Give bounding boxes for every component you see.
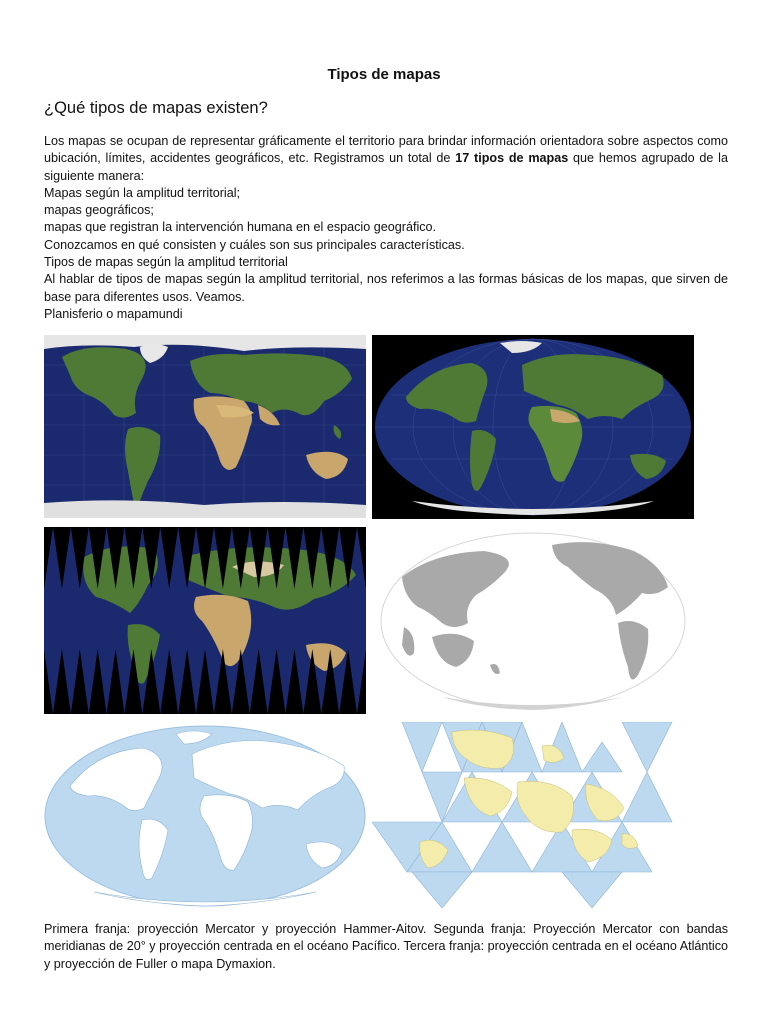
figure-caption: Primera franja: proyección Mercator y proyección Hammer-Aitov. Segunda franja: Proyección Mercator con bandas meridianas de 20° y proyección centrada en el océano Pacífico. Tercera franja: proyección centrada en el océano Atlántico y proyección de Fuller o mapa Dymaxion. bbox=[44, 922, 728, 971]
world-map-icon bbox=[372, 527, 694, 714]
world-map-icon bbox=[372, 335, 694, 519]
subheading: Planisferio o mapamundi bbox=[44, 306, 183, 321]
paragraph-2: Al hablar de tipos de mapas según la amplitud territorial, nos referimos a las formas básicas de los mapas, que sirven de base para diferentes usos. Veamos. bbox=[44, 272, 728, 304]
intro-text-1: Los mapas se ocupan de representar gráficamente el territorio para brindar información orientadora sobre aspectos como ubicación, límites, accidentes geográficos, etc. Registramos un total de bbox=[44, 134, 728, 166]
interrupted-mercator-map bbox=[44, 527, 366, 714]
pacific-centered-map bbox=[372, 527, 694, 714]
intro-bold: 17 tipos de mapas bbox=[455, 151, 569, 166]
world-map-icon bbox=[44, 527, 366, 714]
document-body bbox=[44, 133, 728, 323]
body-line: Tipos de mapas según la amplitud territorial bbox=[44, 255, 288, 270]
world-map-icon bbox=[372, 722, 694, 908]
intro-paragraph bbox=[44, 133, 728, 185]
hammer-aitov-map bbox=[372, 335, 694, 519]
body-line: mapas que registran la intervención humana en el espacio geográfico. bbox=[44, 220, 437, 235]
section-heading: ¿Qué tipos de mapas existen? bbox=[44, 99, 268, 117]
body-line: Mapas según la amplitud territorial; bbox=[44, 185, 240, 200]
body-line: Conozcamos en qué consisten y cuáles son sus principales características. bbox=[44, 237, 465, 252]
body-line: mapas geográficos; bbox=[44, 203, 154, 218]
atlantic-centered-map bbox=[44, 722, 366, 908]
mercator-map bbox=[44, 335, 366, 518]
page-title: Tipos de mapas bbox=[327, 66, 441, 83]
world-map-icon bbox=[44, 722, 366, 908]
intro-text-2: que hemos agrupado de la siguiente manera: bbox=[44, 151, 728, 183]
dymaxion-map bbox=[372, 722, 694, 908]
world-map-icon bbox=[44, 335, 366, 518]
